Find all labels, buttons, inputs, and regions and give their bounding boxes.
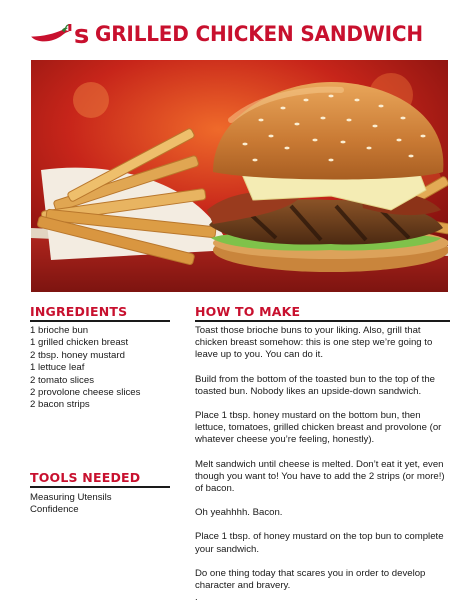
logo-letter: 's — [65, 20, 90, 50]
how-to-make-steps — [195, 325, 451, 604]
tools-list — [30, 492, 112, 517]
step-paragraph: Place 1 tbsp. of honey mustard on the top bun to complete your sandwich. — [195, 531, 444, 555]
ingredients-rule — [30, 320, 170, 322]
list-item: 2 bacon strips — [30, 399, 90, 411]
page-title: GRILLED CHICKEN SANDWICH — [95, 22, 424, 48]
step-paragraph: Toast those brioche buns to your liking. Also, grill that chicken breast somehow: this is one step we’re going to leave up to you. You can do it. — [195, 325, 433, 361]
tools-heading: TOOLS NEEDED — [30, 470, 141, 485]
tools-rule — [30, 486, 170, 488]
how-to-make-rule — [195, 320, 450, 322]
ingredients-heading: INGREDIENTS — [30, 304, 128, 319]
page-header — [28, 18, 448, 52]
step-paragraph: . — [195, 592, 198, 604]
list-item: 2 tbsp. honey mustard — [30, 349, 125, 361]
list-item: 1 brioche bun — [30, 325, 89, 336]
step-paragraph: Do one thing today that scares you in order to develop character and bravery. — [195, 567, 426, 592]
how-to-make-heading: HOW TO MAKE — [195, 304, 301, 319]
list-item: Confidence — [30, 504, 79, 516]
step-paragraph: Place 1 tbsp. honey mustard on the bottom bun, then lettuce, tomatoes, grilled chicken breast and provolone (or whatever cheese you’re feeling, honestly). — [195, 410, 442, 446]
step-paragraph: Melt sandwich until cheese is melted. Don’t eat it yet, even though you want to! You have to add the 2 strips (or more!) of bacon. — [195, 458, 445, 495]
ingredients-list — [30, 325, 140, 412]
list-item: Measuring Utensils — [30, 492, 112, 503]
list-item: 2 provolone cheese slices — [30, 387, 141, 399]
list-item: 1 grilled chicken breast — [30, 337, 129, 349]
grilled-chicken-sandwich-photo — [31, 60, 448, 292]
step-paragraph: Oh yeahhhh. Bacon. — [195, 507, 283, 519]
list-item: 1 lettuce leaf — [30, 362, 85, 374]
step-paragraph: Build from the bottom of the toasted bun to the top of the toasted bun. Nobody likes an upside-down sandwich. — [195, 373, 435, 397]
list-item: 2 tomato slices — [30, 374, 94, 386]
